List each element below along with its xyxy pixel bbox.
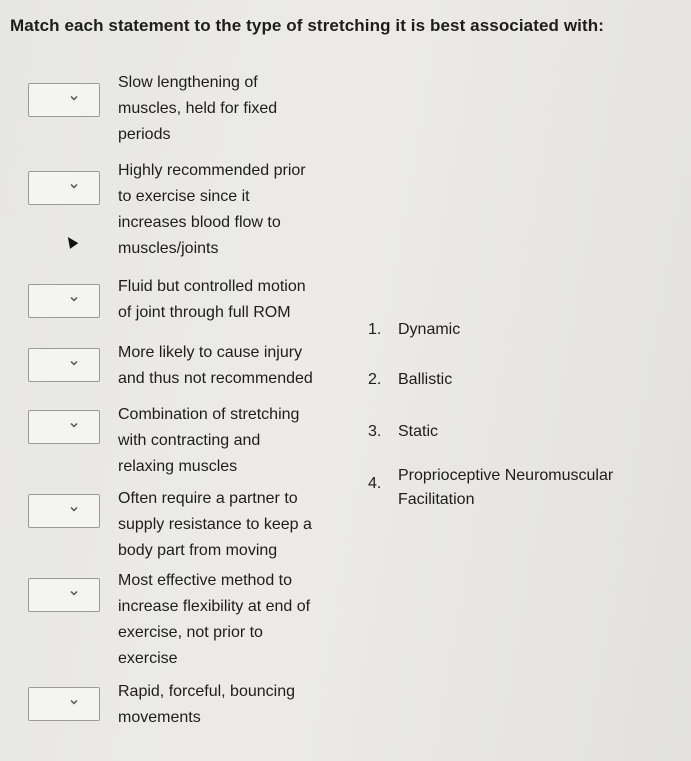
statement-text: More likely to cause injury and thus not recommended: [118, 344, 313, 387]
chevron-down-icon: [69, 294, 79, 304]
option-item: 2. Ballistic: [368, 371, 453, 388]
chevron-down-icon: [69, 588, 79, 598]
answer-dropdown[interactable]: [28, 410, 100, 444]
statement-text: Often require a partner to supply resistance to keep a body part from moving: [118, 490, 312, 559]
answer-dropdown[interactable]: [28, 171, 100, 205]
mouse-pointer-icon: [64, 234, 79, 249]
chevron-down-icon: [69, 358, 79, 368]
option-item: 4. Proprioceptive Neuromuscular Facilitation: [368, 467, 614, 508]
chevron-down-icon: [69, 93, 79, 103]
answer-dropdown[interactable]: [28, 284, 100, 318]
option-item: 1. Dynamic: [368, 321, 461, 338]
answer-dropdown[interactable]: [28, 494, 100, 528]
answer-dropdown[interactable]: [28, 348, 100, 382]
answer-dropdown[interactable]: [28, 687, 100, 721]
chevron-down-icon: [69, 504, 79, 514]
option-item: 3. Static: [368, 423, 439, 440]
answer-dropdown[interactable]: [28, 83, 100, 117]
statement-text: Fluid but controlled motion of joint through full ROM: [118, 278, 306, 321]
chevron-down-icon: [69, 697, 79, 707]
statement-text: Rapid, forceful, bouncing movements: [118, 683, 295, 726]
chevron-down-icon: [69, 420, 79, 430]
answer-dropdown[interactable]: [28, 578, 100, 612]
statement-text: Slow lengthening of muscles, held for fixed periods: [118, 74, 278, 143]
statement-text: Combination of stretching with contracting and relaxing muscles: [118, 406, 300, 475]
statement-text: Most effective method to increase flexibility at end of exercise, not prior to exercise: [118, 572, 311, 667]
statement-text: Highly recommended prior to exercise since it increases blood flow to muscles/joints: [118, 162, 306, 257]
chevron-down-icon: [69, 181, 79, 191]
question-title: Match each statement to the type of stretching it is best associated with:: [10, 16, 605, 35]
